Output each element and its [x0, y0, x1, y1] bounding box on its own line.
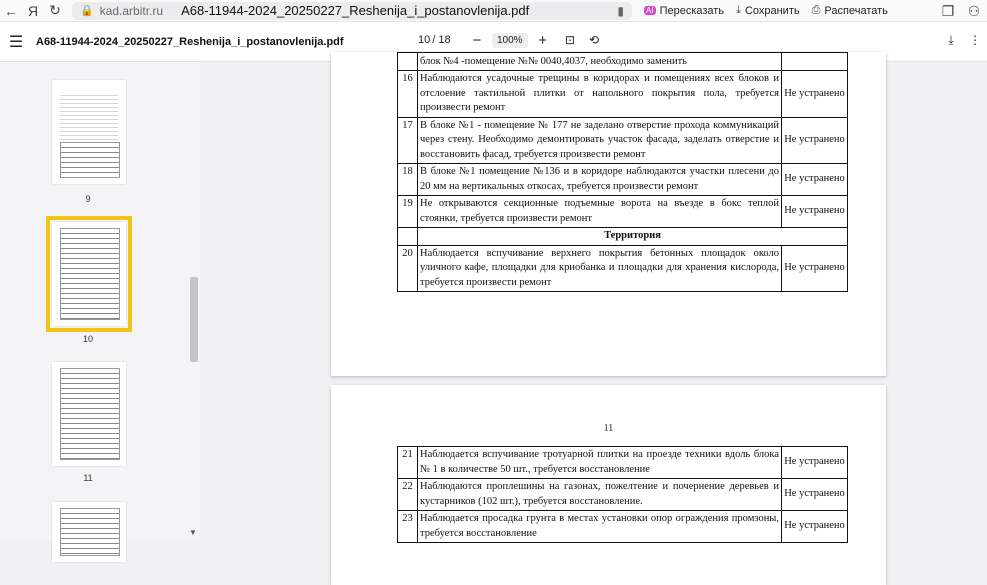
pdf-page-11: [331, 385, 886, 585]
zoom-out-icon[interactable]: −: [472, 31, 482, 49]
row-number: 16: [398, 71, 418, 118]
translate-icon: AI: [646, 6, 654, 15]
thumbnail-table: [60, 142, 120, 178]
row-description: Наблюдается вспучивание тротуарной плитки на проезде техники вдоль блока № 1 в количестве 50 шт., требуется восстановление: [418, 447, 782, 479]
save-button[interactable]: [736, 4, 800, 17]
row-number: 20: [398, 245, 418, 292]
lock-icon: 🔒: [80, 5, 94, 17]
row-status: Не устранено: [782, 196, 848, 228]
thumbnail-table: [60, 508, 120, 556]
row-description: Не открываются секционные подъемные ворота на въезде в бокс теплой стоянки, требуется произвести ремонт: [418, 196, 782, 228]
thumbnail-label: 10: [82, 334, 93, 344]
document-viewport[interactable]: [200, 55, 987, 539]
view-controls: [561, 31, 609, 49]
right-tools: [939, 31, 987, 49]
row-status: Не устранено: [782, 71, 848, 118]
thumbnail-page-12[interactable]: [52, 502, 126, 562]
more-icon[interactable]: ⋮: [969, 33, 981, 47]
defects-table: [397, 446, 848, 543]
print-label: Распечатать: [824, 4, 888, 17]
row-description: блок №4 -помещение №№ 0040,4037, необходимо заменить: [418, 53, 782, 71]
thumbnail-table: [60, 228, 120, 320]
row-status: Не устранено: [782, 447, 848, 479]
row-number: 21: [398, 447, 418, 479]
row-number: [398, 53, 418, 71]
row-number: 18: [398, 164, 418, 196]
document-name: A68-11944-2024_20250227_Reshenija_i_postanovlenija.pdf: [36, 35, 344, 48]
browser-toolbar: [0, 0, 987, 22]
address-bar[interactable]: [72, 2, 632, 20]
scroll-down-icon[interactable]: ▼: [189, 528, 197, 537]
row-status: Не устранено: [782, 164, 848, 196]
table-row: [398, 196, 848, 228]
menu-icon[interactable]: ☰: [8, 33, 24, 51]
print-button[interactable]: [812, 4, 888, 17]
table-row: [398, 511, 848, 543]
page-indicator[interactable]: [418, 34, 451, 46]
save-icon[interactable]: ⤓: [948, 32, 954, 47]
table-row: [398, 447, 848, 479]
row-status: Не устранено: [782, 117, 848, 164]
yandex-icon[interactable]: Я: [27, 2, 39, 19]
table-row: [398, 117, 848, 164]
sidebar-scrollbar[interactable]: [188, 62, 198, 539]
thumbnail-page-9[interactable]: [52, 80, 126, 184]
row-description: Наблюдаются проплешины на газонах, пожелтение и почернение деревьев и кустарников (102 шт.), требуется восстановление.: [418, 479, 782, 511]
rotate-icon[interactable]: ⟲: [588, 33, 600, 47]
retell-label: Пересказать: [659, 4, 725, 17]
extensions-icon[interactable]: ⚇: [967, 2, 981, 19]
thumbnail-sidebar: [0, 62, 200, 539]
copy-icon[interactable]: ❐: [941, 2, 955, 19]
table-row: [398, 164, 848, 196]
page-current[interactable]: 10: [418, 34, 431, 46]
row-number: 19: [398, 196, 418, 228]
page-total: / 18: [432, 34, 451, 46]
download-icon: ⤓: [736, 4, 741, 16]
url-title: A68-11944-2024_20250227_Reshenija_i_postanovlenija.pdf: [181, 3, 530, 18]
table-row: [398, 479, 848, 511]
thumbnail-label: 9: [85, 194, 91, 204]
save-label: Сохранить: [744, 4, 800, 17]
retell-button[interactable]: [644, 5, 724, 17]
print-icon: ⎙: [811, 4, 821, 16]
row-status: Не устранено: [782, 245, 848, 292]
row-number: 22: [398, 479, 418, 511]
page-number: 11: [603, 423, 614, 434]
thumbnail-label: 11: [83, 473, 93, 483]
pdf-page-10: [331, 52, 886, 376]
row-description: Наблюдается вспучивание верхнего покрытия бетонных площадок около уличного кафе, площадки для криобанка и площадки для хранения кислорода, требуется произвести ремонт: [418, 245, 782, 292]
zoom-in-icon[interactable]: +: [538, 31, 547, 49]
table-row: [398, 53, 848, 71]
row-status: [782, 53, 848, 71]
table-row: [398, 245, 848, 292]
bookmark-icon[interactable]: ▮: [617, 3, 624, 18]
thumbnail-table: [60, 368, 120, 460]
thumbnail-page-10[interactable]: [52, 222, 126, 326]
defects-table: [397, 52, 848, 292]
back-icon[interactable]: ←: [4, 2, 18, 19]
row-number: 17: [398, 117, 418, 164]
row-number: 23: [398, 511, 418, 543]
table-row: [398, 71, 848, 118]
row-description: Наблюдается просадка грунта в местах установки опор ограждения промзоны, требуется восстановление: [418, 511, 782, 543]
row-description: В блоке №1 - помещение № 177 не заделано отверстие прохода коммуникаций через стену. Необходимо демонтировать участок фасада, заделать отверстие и восстановить фасад, требуется произвести ремонт: [418, 117, 782, 164]
zoom-value[interactable]: 100%: [492, 33, 528, 48]
row-description: Наблюдаются усадочные трещины в коридорах и помещениях всех блоков и отслоение тактильной плитки от напольного покрытия пола, требуется произвести ремонт: [418, 71, 782, 118]
row-description: В блоке №1 помещение №136 и в коридоре наблюдаются участки плесени до 20 мм на вертикальных откосах, требуется произвести ремонт: [418, 164, 782, 196]
scrollbar-thumb[interactable]: [190, 277, 198, 362]
section-title: Территория: [418, 228, 848, 246]
zoom-control: [468, 31, 552, 49]
row-status: Не устранено: [782, 479, 848, 511]
thumbnail-page-11[interactable]: [52, 362, 126, 466]
table-section-row: [398, 228, 848, 246]
section-spacer: [398, 228, 418, 246]
url-domain: kad.arbitr.ru: [99, 3, 164, 18]
fit-page-icon[interactable]: ⊡: [564, 33, 576, 47]
reload-icon[interactable]: ↻: [49, 2, 61, 18]
row-status: Не устранено: [782, 511, 848, 543]
